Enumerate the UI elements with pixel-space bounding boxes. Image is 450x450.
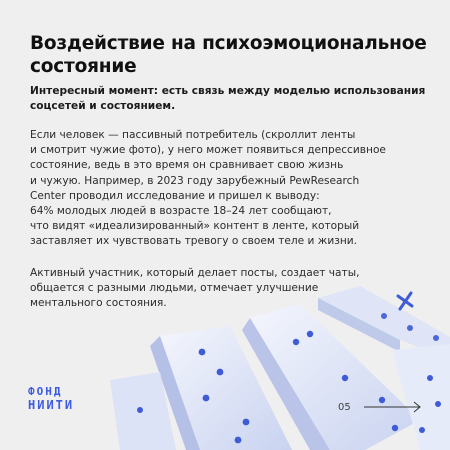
- domino-dot: [407, 325, 413, 331]
- domino-dot: [433, 335, 439, 341]
- domino-dot: [381, 313, 387, 319]
- body-paragraph-1: Если человек — пассивный потребитель (скроллит ленты и смотрит чужие фото), у него может появиться депрессивное состояние, ведь в это время он сравнивает свою жизнь и чужую. Например, в 2023 году зарубежный PewResearch Center проводил исследование и пришел к выводу: 64% молодых людей в возрасте 18–24 лет сообщают, что видят «идеализированный» контент в ленте, который заставляет их чувствовать тревогу о своем теле и жизни.: [30, 129, 386, 248]
- domino-dot: [243, 419, 250, 426]
- domino-right: [392, 344, 450, 450]
- domino-dot: [419, 427, 425, 433]
- domino-dot: [307, 331, 313, 337]
- domino-dot: [342, 375, 348, 381]
- foundation-logo: [28, 385, 98, 419]
- domino-dot: [392, 425, 398, 431]
- domino-dot: [435, 401, 441, 407]
- logo-line-1: ФОНД: [28, 385, 63, 398]
- domino-dot: [203, 395, 210, 402]
- arrow-right-icon[interactable]: [362, 400, 424, 414]
- domino-dot: [217, 369, 224, 376]
- domino-dot: [293, 339, 299, 345]
- lead-text: Интересный момент: есть связь между моделью использования соцсетей и состоянием.: [30, 85, 426, 112]
- domino-dot: [235, 437, 242, 444]
- domino-dot: [137, 407, 143, 413]
- logo-line-2: НИИТИ: [28, 398, 75, 412]
- body-paragraph-2: Активный участник, который делает посты, создает чаты, общается с разными людьми, отмечает улучшение ментального состояния.: [30, 267, 360, 310]
- domino-dot: [199, 349, 206, 356]
- page-number: 05: [338, 402, 351, 413]
- domino-dot: [427, 375, 433, 381]
- page-title: Воздействие на психоэмоциональное состояние: [30, 33, 427, 77]
